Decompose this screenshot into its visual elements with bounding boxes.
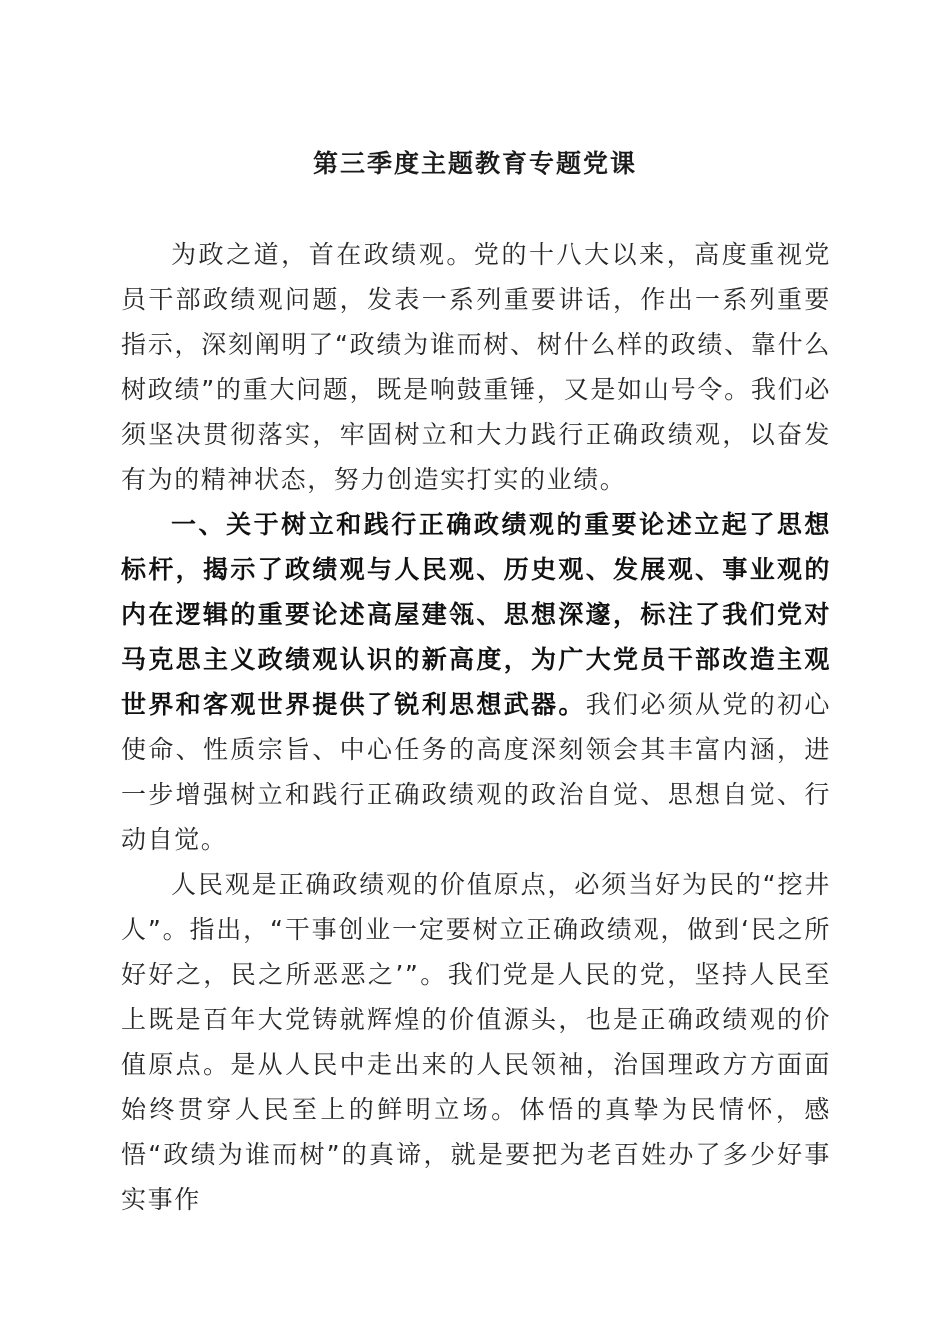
paragraph-text: 为政之道，首在政绩观。党的十八大以来，高度重视党员干部政绩观问题，发表一系列重要讲话，作出一系列重要指示，深刻阐明了“政绩为谁而树、树什么样的政绩、靠什么树政绩”的重大问题，既是响鼓重锤，又是如山号令。我们必须坚决贯彻落实，牢固树立和大力践行正确政绩观，以奋发有为的精神状态，努力创造实打实的业绩。 [121,240,831,494]
paragraph-people-view [121,862,831,1222]
paragraph-intro [121,232,831,502]
page-title: 第三季度主题教育专题党课 [312,149,637,178]
document-body [121,232,831,1222]
paragraph-text: 我们必须从党的初心使命、性质宗旨、中心任务的高度深刻领会其丰富内涵，进一步增强树立和践行正确政绩观的政治自觉、思想自觉、行动自觉。 [121,690,832,854]
paragraph-section-one [121,502,831,862]
paragraph-text: 人民观是正确政绩观的价值原点，必须当好为民的“挖井人”。指出，“干事创业一定要树立正确政绩观，做到‘民之所好好之，民之所恶恶之’”。我们党是人民的党，坚持人民至上既是百年大党铸就辉煌的价值源头，也是正确政绩观的价值原点。是从人民中走出来的人民领袖，治国理政方方面面始终贯穿人民至上的鲜明立场。体悟的真挚为民情怀，感悟“政绩为谁而树”的真谛，就是要把为老百姓办了多少好事实事作 [121,870,831,1214]
section-heading: 一、关于树立和践行正确政绩观的重要论述立起了思想标杆，揭示了政绩观与人民观、历史观、发展观、事业观的内在逻辑的重要论述高屋建瓴、思想深邃，标注了我们党对马克思主义政绩观认识的新高度，为广大党员干部改造主观世界和客观世界提供了锐利思想武器。 [121,510,831,719]
